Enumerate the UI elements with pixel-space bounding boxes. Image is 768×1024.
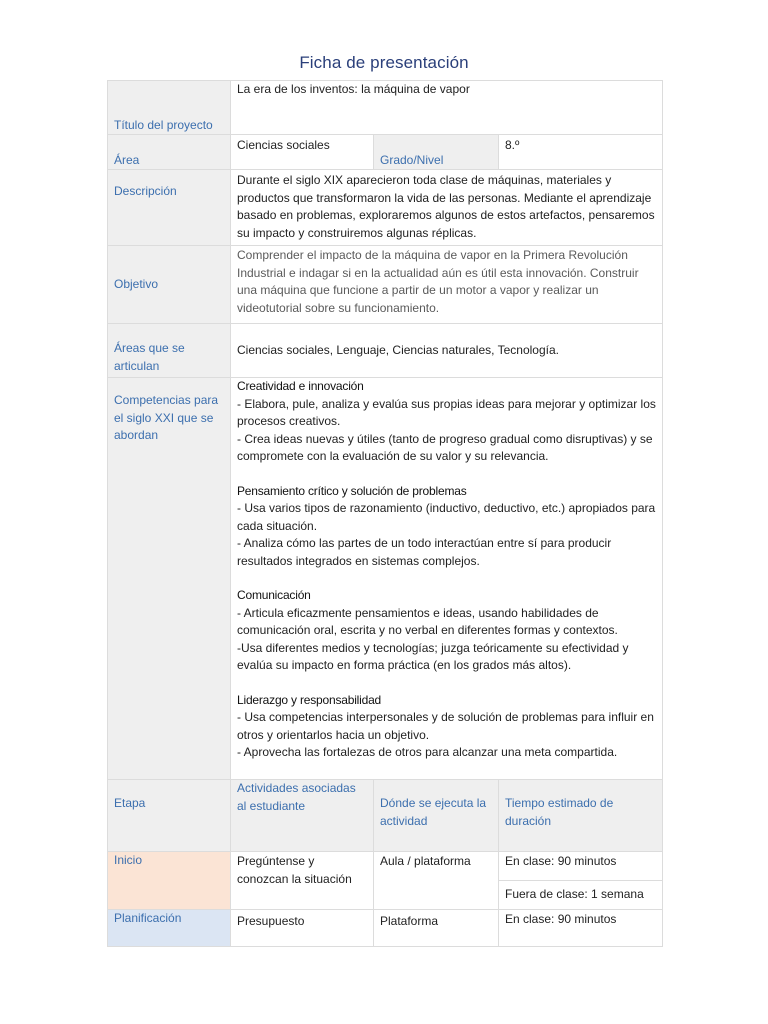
descripcion-value: Durante el siglo XIX aparecieron toda clase de máquinas, materiales y productos que transformaron la vida de las personas. Mediante el aprendizaje basado en problemas, exploraremos algunos de estos artefactos, pensaremos su impacto y construiremos algunas réplicas. [231, 170, 663, 246]
planificacion-actividad: Presupuesto [231, 910, 374, 947]
project-title: La era de los inventos: la máquina de vapor [231, 81, 663, 135]
row-areas-articulan [108, 324, 663, 378]
header-actividades: Actividades asociadas al estudiante [231, 780, 374, 852]
section-title: Pensamiento crítico y solución de problemas [237, 483, 467, 498]
list-item: -Usa diferentes medios y tecnologías; juzga teóricamente su efectividad y evalúa su impacto en forma práctica (en los grados más altos). [237, 640, 629, 672]
list-item: - Usa varios tipos de razonamiento (inductivo, deductivo, etc.) apropiados para cada situación. [237, 501, 656, 533]
area-value: Ciencias sociales [231, 135, 374, 170]
row-area [108, 135, 663, 170]
label-descripcion: Descripción [108, 170, 231, 246]
grado-value: 8.º [499, 135, 663, 170]
planificacion-tiempo-clase: En clase: 90 minutos [499, 910, 663, 947]
row-etapa-header [108, 780, 663, 852]
areas-articulan-value: Ciencias sociales, Lenguaje, Ciencias naturales, Tecnología. [231, 324, 663, 378]
section-title: Liderazgo y responsabilidad [237, 692, 382, 707]
header-tiempo: Tiempo estimado de duración [499, 780, 663, 852]
list-item: - Analiza cómo las partes de un todo interactúan entre sí para producir resultados integrados en sistemas complejos. [237, 536, 612, 568]
list-item: - Aprovecha las fortalezas de otros para alcanzar una meta compartida. [237, 745, 618, 759]
row-titulo [108, 81, 663, 135]
stage-inicio: Inicio [108, 852, 231, 910]
list-item: - Usa competencias interpersonales y de solución de problemas para influir en otros y orientarlos hacia un objetivo. [237, 710, 654, 742]
document-title: Ficha de presentación [299, 53, 469, 72]
header-donde: Dónde se ejecuta la actividad [374, 780, 499, 852]
list-item: - Articula eficazmente pensamientos e ideas, usando habilidades de comunicación oral, escrita y no verbal en diferentes formas y contextos. [237, 605, 618, 637]
row-competencias [108, 378, 663, 780]
header-etapa: Etapa [108, 780, 231, 852]
label-objetivo: Objetivo [108, 246, 231, 324]
row-inicio [108, 852, 663, 881]
section-title: Comunicación [237, 588, 311, 602]
inicio-donde: Aula / plataforma [374, 852, 499, 910]
label-grado: Grado/Nivel [374, 135, 499, 170]
section-title: Creatividad e innovación [237, 379, 364, 393]
presentation-table [107, 80, 663, 947]
stage-planificacion: Planificación [108, 910, 231, 947]
objetivo-value: Comprender el impacto de la máquina de vapor en la Primera Revolución Industrial e indagar si en la actualidad aún es útil esta innovación. Construir una máquina que funcione a partir de un motor a vapor y realizar un videotutorial sobre su funcionamiento. [231, 246, 663, 324]
label-area: Área [108, 135, 231, 170]
label-areas-articulan: Áreas que se articulan [108, 324, 231, 378]
row-planificacion [108, 910, 663, 947]
planificacion-donde: Plataforma [374, 910, 499, 947]
label-competencias: Competencias para el siglo XXI que se abordan [108, 378, 231, 780]
row-descripcion [108, 170, 663, 246]
competencias-value [231, 378, 663, 780]
list-item: - Crea ideas nuevas y útiles (tanto de progreso gradual como disruptivas) y se compromete con la evaluación de su valor y su relevancia. [237, 431, 653, 463]
list-item: - Elabora, pule, analiza y evalúa sus propias ideas para mejorar y optimizar los procesos creativos. [237, 396, 656, 428]
inicio-actividad: Pregúntense y conozcan la situación [231, 852, 374, 910]
row-objetivo [108, 246, 663, 324]
label-titulo: Título del proyecto [108, 81, 231, 135]
inicio-tiempo-fuera: Fuera de clase: 1 semana [499, 881, 663, 910]
inicio-tiempo-clase: En clase: 90 minutos [499, 852, 663, 881]
